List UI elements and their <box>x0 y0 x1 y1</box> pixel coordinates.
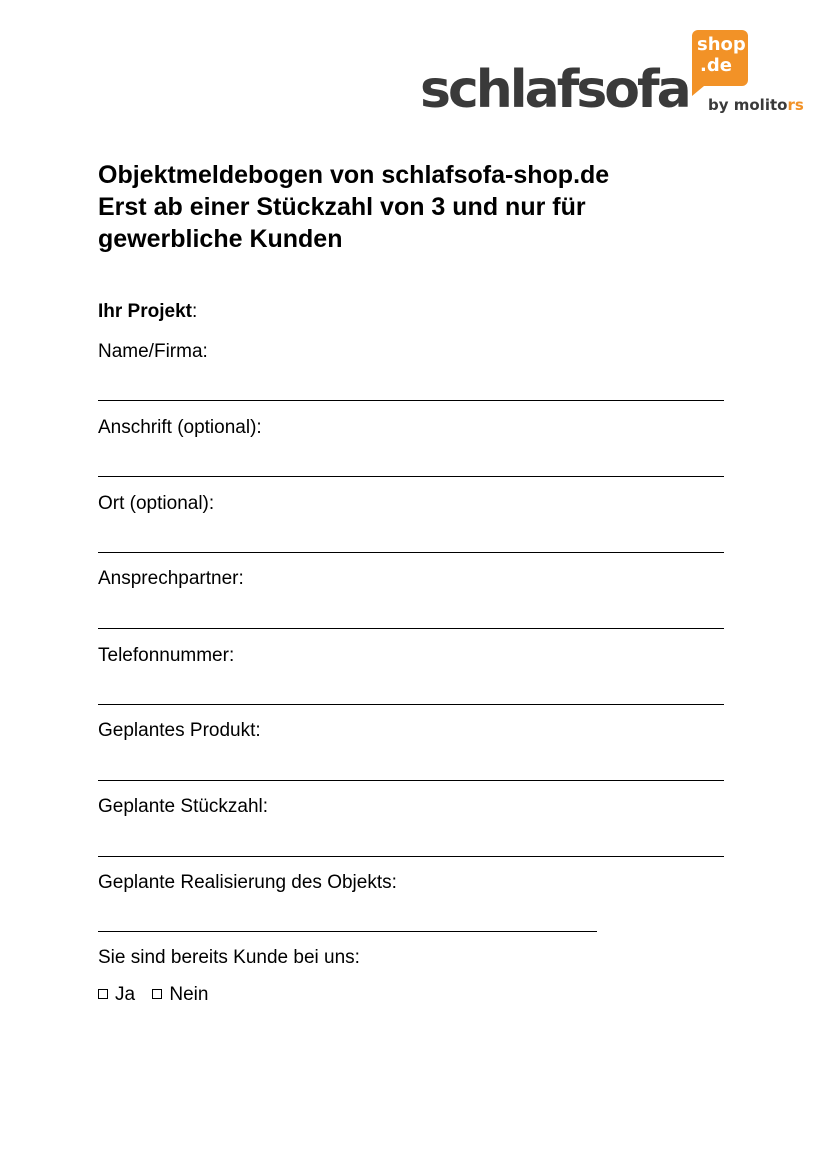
logo-wordmark: schlafsofa <box>420 60 689 120</box>
document-title <box>98 159 738 255</box>
section-heading <box>98 301 197 323</box>
logo-bubble-domain: .de <box>700 55 732 76</box>
field-label-quantity: Geplante Stückzahl: <box>98 796 269 817</box>
checkbox-icon[interactable] <box>98 989 108 999</box>
field-line-phone[interactable] <box>98 704 724 705</box>
field-line-realization[interactable] <box>98 931 597 932</box>
field-label-realization: Geplante Realisierung des Objekts: <box>98 872 397 893</box>
checkbox-icon[interactable] <box>152 989 162 999</box>
title-line: gewerbliche Kunden <box>98 225 343 253</box>
section-heading-colon: : <box>191 301 198 322</box>
logo-byline <box>708 96 804 114</box>
logo-speech-bubble-icon <box>692 30 748 86</box>
field-line-name[interactable] <box>98 400 724 401</box>
field-line-city[interactable] <box>98 552 724 553</box>
section-heading-label: Ihr Projekt <box>98 301 192 322</box>
field-label-address: Anschrift (optional): <box>98 417 262 438</box>
field-label-phone: Telefonnummer: <box>98 645 235 666</box>
field-label-contact-person: Ansprechpartner: <box>98 568 244 589</box>
title-line: Objektmeldebogen von schlafsofa-shop.de <box>98 161 610 189</box>
field-label-city: Ort (optional): <box>98 493 215 514</box>
option-yes[interactable] <box>98 984 135 1005</box>
field-label-name: Name/Firma: <box>98 341 208 362</box>
field-line-product[interactable] <box>98 780 724 781</box>
field-line-contact-person[interactable] <box>98 628 724 629</box>
logo-bubble-text: shop <box>697 34 746 55</box>
customer-question: Sie sind bereits Kunde bei uns: <box>98 947 360 968</box>
field-label-product: Geplantes Produkt: <box>98 720 261 741</box>
customer-options <box>98 984 208 1006</box>
option-no-label: Nein <box>169 984 209 1005</box>
field-line-quantity[interactable] <box>98 856 724 857</box>
company-logo <box>420 28 810 123</box>
field-line-address[interactable] <box>98 476 724 477</box>
logo-byline-text: by molito <box>708 96 788 114</box>
option-yes-label: Ja <box>115 984 136 1005</box>
logo-byline-accent: rs <box>787 96 804 114</box>
title-line: Erst ab einer Stückzahl von 3 und nur für <box>98 193 586 221</box>
option-no[interactable] <box>152 984 208 1005</box>
